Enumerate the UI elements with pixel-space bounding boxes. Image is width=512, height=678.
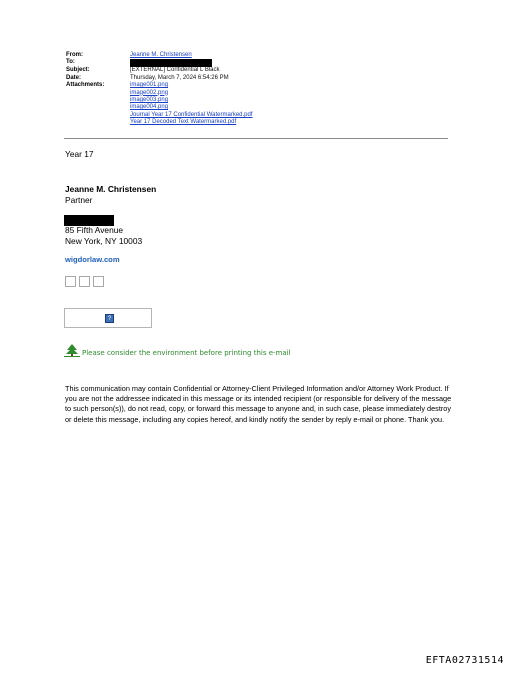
from-row — [66, 52, 253, 59]
attachments-label: Attachments: — [66, 82, 105, 89]
subject-row — [66, 67, 253, 74]
email-header — [66, 52, 253, 127]
social-icon-placeholder[interactable] — [79, 276, 90, 287]
environment-note — [64, 344, 291, 357]
disclaimer-text: This communication may contain Confidential or Attorney-Client Privileged Information and/or Attorney Work Product. If you are not the addressee indicated in this message or its intended recipient (or responsible for delivery of the message to such person(s)), do not read, copy, or forward this message to anyone and, in such case, please immediately destroy or delete this message, including any copies hereof, and kindly notify the sender by reply e-mail or phone. Thank you. — [65, 384, 452, 424]
social-icon-placeholder[interactable] — [65, 276, 76, 287]
attachment-link[interactable]: image001.png — [130, 82, 169, 89]
date-row — [66, 75, 253, 82]
attachment-link[interactable]: Journal Year 17 Confidential Watermarked.pdf — [130, 111, 253, 118]
to-row — [66, 59, 253, 67]
signature-title: Partner — [65, 195, 93, 205]
header-divider — [64, 138, 448, 139]
date-value: Thursday, March 7, 2024 6:54:26 PM — [130, 74, 229, 81]
greeting-text: Year 17 — [65, 149, 94, 159]
signature-name: Jeanne M. Christensen — [65, 184, 157, 194]
subject-label: Subject: — [66, 67, 90, 74]
date-label: Date: — [66, 74, 82, 81]
website-link[interactable]: wigdorlaw.com — [65, 255, 120, 264]
broken-image-icon: ? — [105, 314, 114, 323]
attachment-link[interactable]: image002.png — [130, 89, 169, 96]
image-placeholder-box — [64, 308, 152, 328]
attachment-link[interactable]: Year 17 Decoded Text Watermarked.pdf — [130, 119, 237, 126]
to-label: To: — [66, 59, 75, 66]
social-icon-placeholder[interactable] — [93, 276, 104, 287]
address-line-1: 85 Fifth Avenue — [65, 225, 124, 235]
from-link[interactable]: Jeanne M. Christensen — [130, 52, 192, 58]
attachment-list — [130, 82, 253, 126]
address-line-2: New York, NY 10003 — [65, 236, 143, 246]
attachment-link[interactable]: image003.png — [130, 97, 169, 104]
environment-text: Please consider the environment before printing this e-mail — [82, 349, 291, 357]
attachments-row — [66, 82, 253, 126]
to-redaction — [130, 59, 212, 67]
subject-value: [EXTERNAL] Confidential L Black — [130, 67, 220, 74]
from-label: From: — [66, 52, 83, 58]
attachment-link[interactable]: image004.png — [130, 104, 169, 111]
tree-icon — [64, 344, 80, 357]
bates-number: EFTA02731514 — [425, 655, 504, 666]
